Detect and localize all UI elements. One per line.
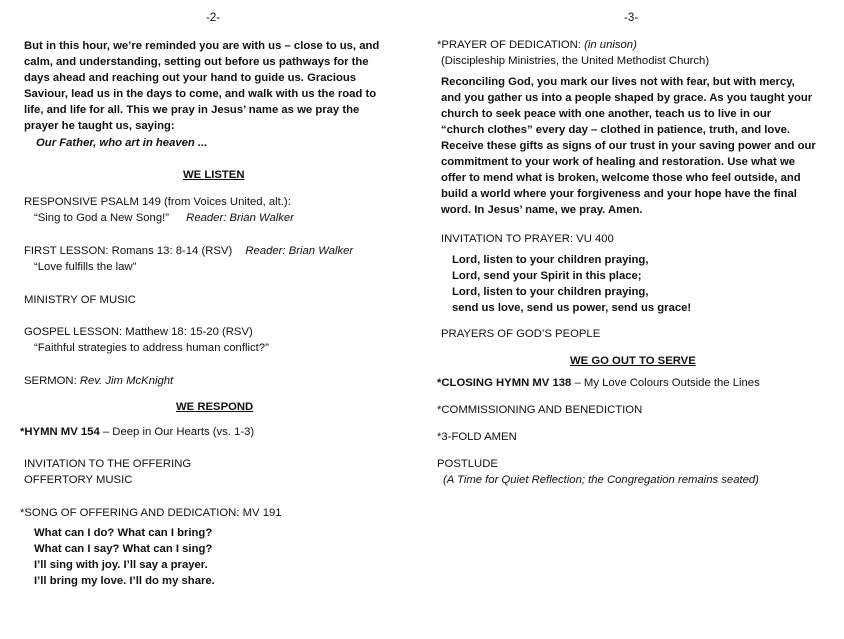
dedication-label: *PRAYER OF DEDICATION: (437, 39, 581, 51)
offertory-music: OFFERTORY MUSIC (24, 474, 133, 486)
prayer-line: Lord, send your Spirit in this place; (452, 270, 642, 282)
first-lesson-subtitle: “Love fulfills the law” (34, 261, 137, 273)
invitation-to-prayer: INVITATION TO PRAYER: VU 400 (441, 233, 614, 245)
dedication-source: (Discipleship Ministries, the United Methodist Church) (441, 55, 710, 67)
first-lesson-line (24, 243, 353, 259)
sermon-line (24, 373, 173, 389)
opening-prayer-line: days ahead and reaching out your hand to guide us. Gracious (24, 72, 357, 84)
dedication-heading (437, 37, 637, 53)
hymn-number: *HYMN MV 154 (20, 426, 100, 438)
sermon-label: SERMON: (24, 375, 77, 387)
dedication-line: Receive these gifts as signs of our trust in your saving power and our (441, 140, 816, 152)
gospel-lesson: GOSPEL LESSON: Matthew 18: 15-20 (RSV) (24, 326, 253, 338)
prayer-line: Lord, listen to your children praying, (452, 286, 649, 298)
opening-prayer-line: Saviour, lead us in the days to come, and walk with us the road to (24, 88, 377, 100)
section-heading-we-respond: WE RESPOND (176, 401, 254, 413)
closing-hymn-number: *CLOSING HYMN MV 138 (437, 377, 572, 389)
psalm-line (34, 210, 294, 226)
prayer-line: send us love, send us power, send us grace! (452, 302, 692, 314)
song-line: What can I say? What can I sing? (34, 543, 213, 555)
psalm-reader: Reader: Brian Walker (186, 212, 294, 224)
closing-hymn-line (437, 375, 760, 391)
prayers-of-gods-people: PRAYERS OF GOD’S PEOPLE (441, 328, 601, 340)
song-line: I’ll bring my love. I’ll do my share. (34, 575, 215, 587)
dedication-unison: (in unison) (584, 39, 637, 51)
sermon-preacher: Rev. Jim McKnight (79, 375, 174, 387)
three-fold-amen: *3-FOLD AMEN (437, 431, 517, 443)
gospel-subtitle: “Faithful strategies to address human conflict?” (34, 342, 269, 354)
page-number: -2- (206, 12, 221, 24)
dedication-line: church to seek peace with one another, teach us to live in our (441, 108, 772, 120)
commissioning: *COMMISSIONING AND BENEDICTION (437, 404, 643, 416)
first-lesson: FIRST LESSON: Romans 13: 8-14 (RSV) (24, 245, 233, 257)
dedication-line: offer to mend what is broken, welcome those who feel outside, and (441, 172, 801, 184)
ministry-of-music: MINISTRY OF MUSIC (24, 294, 136, 306)
dedication-line: commitment to your work of healing and restoration. Use what we (441, 156, 796, 168)
dedication-line: build a world where your forgiveness and your hope have the final (441, 188, 797, 200)
song-line: What can I do? What can I bring? (34, 527, 213, 539)
lords-prayer-line: Our Father, who art in heaven ... (36, 137, 208, 149)
postlude: POSTLUDE (437, 458, 498, 470)
dedication-line: and you gather us into a people shaped by grace. As you taught your (441, 92, 813, 104)
song-of-offering: *SONG OF OFFERING AND DEDICATION: MV 191 (20, 507, 282, 519)
postlude-note: (A Time for Quiet Reflection; the Congregation remains seated) (443, 474, 759, 486)
dedication-line: Reconciling God, you mark our lives not with fear, but with mercy, (441, 76, 795, 88)
psalm-label: RESPONSIVE PSALM 149 (from Voices United, alt.): (24, 196, 291, 208)
prayer-line: Lord, listen to your children praying, (452, 254, 649, 266)
page-number: -3- (624, 12, 639, 24)
section-heading-we-go-out: WE GO OUT TO SERVE (570, 355, 696, 367)
dedication-line: word. In Jesus’ name, we pray. Amen. (441, 204, 643, 216)
section-heading-we-listen: WE LISTEN (183, 169, 245, 181)
psalm-title: “Sing to God a New Song!” (34, 212, 170, 224)
opening-prayer-line: prayer he taught us, saying: (24, 120, 175, 132)
dedication-line: “church clothes” every day – clothed in patience, truth, and love. (441, 124, 791, 136)
song-line: I’ll sing with joy. I’ll say a prayer. (34, 559, 208, 571)
offering-invitation: INVITATION TO THE OFFERING (24, 458, 192, 470)
page-3 (422, 0, 844, 639)
opening-prayer-line: calm, and understanding, setting out before us pathways for the (24, 56, 369, 68)
closing-hymn-title: – My Love Colours Outside the Lines (571, 377, 760, 389)
opening-prayer-line: life, and life for all. This we pray in Jesus’ name as we pray the (24, 104, 360, 116)
hymn-title: – Deep in Our Hearts (vs. 1-3) (99, 426, 255, 438)
first-lesson-reader: Reader: Brian Walker (245, 245, 354, 257)
hymn-line (20, 424, 254, 440)
opening-prayer-line: But in this hour, we’re reminded you are with us – close to us, and (24, 40, 380, 52)
